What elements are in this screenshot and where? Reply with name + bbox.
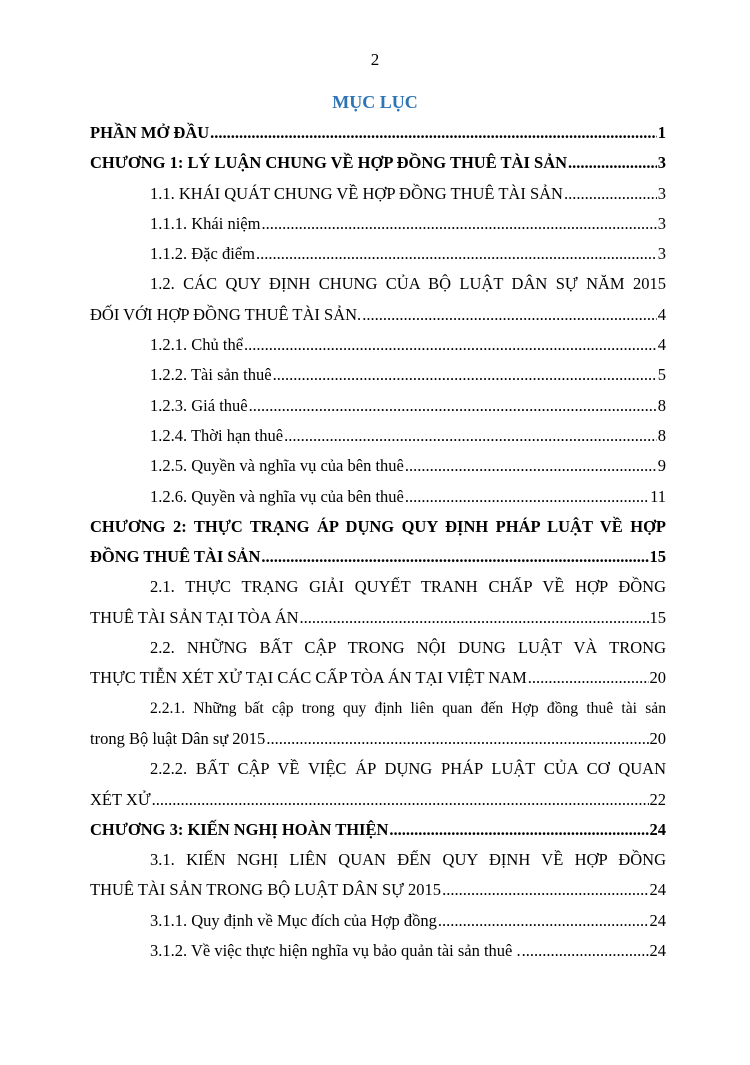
toc-entry[interactable]: 1.1.2. Đặc điểm ..... 3 — [90, 239, 666, 269]
toc-entry-line1[interactable]: 2.2. NHỮNG BẤT CẬP TRONG NỘI DUNG LUẬT VÀ TRONG — [150, 638, 666, 658]
toc-entry-line1[interactable]: 1.2. CÁC QUY ĐỊNH CHUNG CỦA BỘ LUẬT DÂN SỰ NĂM 2015 — [150, 274, 666, 294]
toc-entry[interactable]: 3.1.2. Về việc thực hiện nghĩa vụ bảo quản tài sản thuê . ..... 24 — [90, 936, 666, 966]
toc-entry-line2[interactable]: THỰC TIỄN XÉT XỬ TẠI CÁC CẤP TÒA ÁN TẠI VIỆT NAM ..... 20 — [90, 663, 666, 693]
toc-entry-line2[interactable]: ĐỐI VỚI HỢP ĐỒNG THUÊ TÀI SẢN. ..... 4 — [90, 300, 666, 330]
toc-entry[interactable]: 1.2.6. Quyền và nghĩa vụ của bên thuê ..... 11 — [90, 482, 666, 512]
toc-entry[interactable]: CHƯƠNG 1: LÝ LUẬN CHUNG VỀ HỢP ĐỒNG THUÊ TÀI SẢN ..... 3 — [90, 148, 666, 178]
toc-entry-line1[interactable]: CHƯƠNG 2: THỰC TRẠNG ÁP DỤNG QUY ĐỊNH PHÁP LUẬT VỀ HỢP — [90, 516, 666, 536]
toc-entry[interactable]: 1.2.3. Giá thuê ..... 8 — [90, 391, 666, 421]
toc-entry-line1[interactable]: 2.2.2. BẤT CẬP VỀ VIỆC ÁP DỤNG PHÁP LUẬT CỦA CƠ QUAN — [150, 759, 666, 779]
toc-entry[interactable]: 1.1.1. Khái niệm ..... 3 — [90, 209, 666, 239]
table-of-contents — [90, 118, 666, 966]
toc-entry[interactable]: 1.2.1. Chủ thể ..... 4 — [90, 330, 666, 360]
toc-entry[interactable]: 1.2.5. Quyền và nghĩa vụ của bên thuê ..... 9 — [90, 451, 666, 481]
toc-entry-line2[interactable]: XÉT XỬ ..... 22 — [90, 785, 666, 815]
toc-entry-line2[interactable]: THUÊ TÀI SẢN TRONG BỘ LUẬT DÂN SỰ 2015 ..... 24 — [90, 875, 666, 905]
page-number: 2 — [370, 50, 380, 69]
toc-entry[interactable]: 3.1.1. Quy định về Mục đích của Hợp đồng ..... 24 — [90, 906, 666, 936]
toc-entry-line2[interactable]: ĐỒNG THUÊ TÀI SẢN ..... 15 — [90, 542, 666, 572]
toc-entry[interactable]: 1.1. KHÁI QUÁT CHUNG VỀ HỢP ĐỒNG THUÊ TÀI SẢN ..... 3 — [90, 179, 666, 209]
toc-entry-line1[interactable]: 2.2.1. Những bất cập trong quy định liên quan đến Hợp đồng thuê tài sản — [150, 699, 666, 717]
toc-entry-line2[interactable]: trong Bộ luật Dân sự 2015 ..... 20 — [90, 724, 666, 754]
toc-title: MỤC LỤC — [332, 92, 418, 112]
toc-entry[interactable]: PHẦN MỞ ĐẦU ..... 1 — [90, 118, 666, 148]
toc-entry[interactable]: 1.2.2. Tài sản thuê ..... 5 — [90, 360, 666, 390]
toc-entry[interactable]: 1.2.4. Thời hạn thuê ..... 8 — [90, 421, 666, 451]
toc-entry-line2[interactable]: THUÊ TÀI SẢN TẠI TÒA ÁN ..... 15 — [90, 603, 666, 633]
toc-entry[interactable]: CHƯƠNG 3: KIẾN NGHỊ HOÀN THIỆN ..... 24 — [90, 815, 666, 845]
toc-entry-line1[interactable]: 3.1. KIẾN NGHỊ LIÊN QUAN ĐẾN QUY ĐỊNH VỀ HỢP ĐỒNG — [150, 850, 666, 870]
toc-entry-line1[interactable]: 2.1. THỰC TRẠNG GIẢI QUYẾT TRANH CHẤP VỀ HỢP ĐỒNG — [150, 577, 666, 597]
